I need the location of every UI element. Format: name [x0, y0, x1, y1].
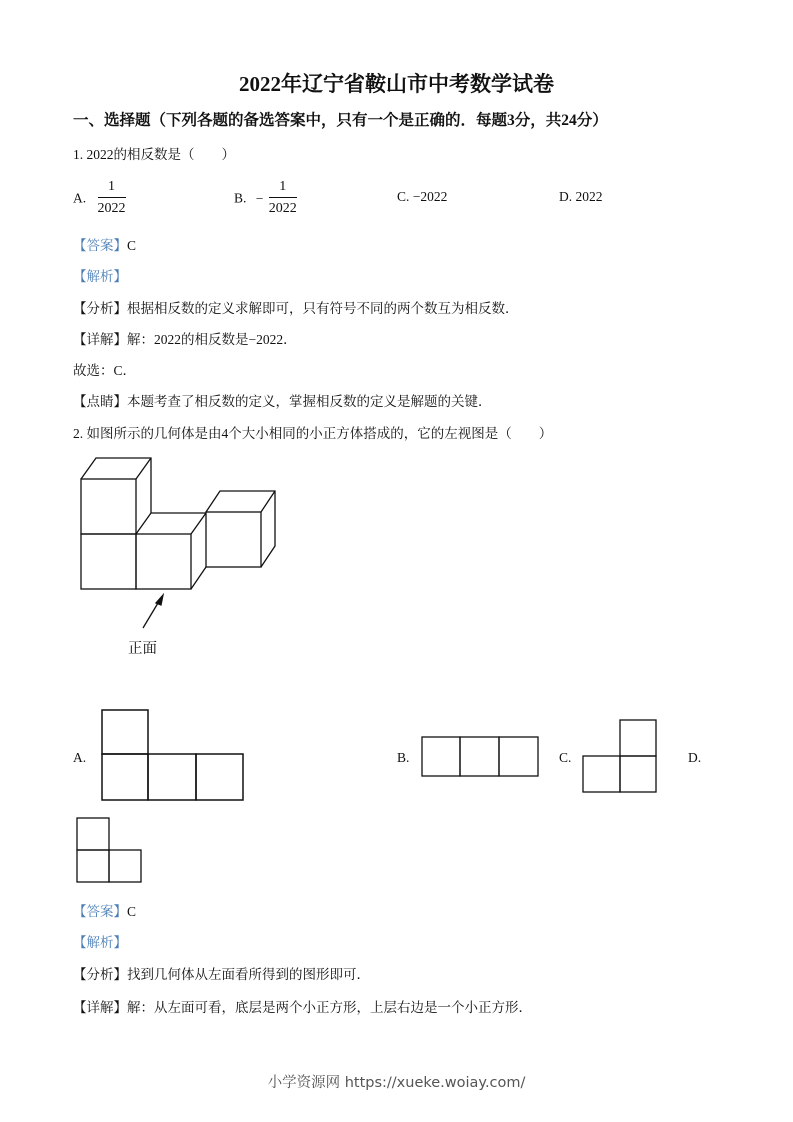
q2-option-b-label: B.	[397, 750, 410, 765]
question-1-stem: 1. 2022的相反数是（ ）	[73, 147, 235, 162]
option-label: B.	[234, 190, 247, 206]
option-value: 2022	[575, 189, 603, 204]
front-view-label: 正面	[128, 641, 157, 657]
denominator: 2022	[97, 201, 126, 216]
q2-option-a-label: A.	[73, 750, 87, 765]
numerator: 1	[269, 178, 297, 198]
answer-tag: 【答案】	[73, 904, 127, 919]
fenxi-text: 根据相反数的定义求解即可，只有符号不同的两个数互为相反数．	[127, 301, 519, 316]
answer-value: C	[127, 904, 137, 919]
q1-choice: 故选：C．	[73, 363, 137, 378]
q2-fenxi	[73, 963, 370, 983]
numerator: 1	[98, 178, 126, 198]
dianjing-text: 本题考查了相反数的定义，掌握相反数的定义是解题的关键．	[127, 394, 492, 409]
answer-tag: 【答案】	[73, 238, 127, 253]
xiangjie-text: 解：从左面可看，底层是两个小正方形，上层右边是一个小正方形．	[127, 1000, 532, 1015]
xiangjie-tag: 【详解】	[73, 332, 127, 347]
dianjing-tag: 【点睛】	[73, 394, 127, 409]
option-value: −2022	[412, 189, 448, 204]
q2-option-d-label: D.	[688, 750, 702, 765]
q1-analysis-tag: 【解析】	[73, 269, 127, 284]
q2-answer	[73, 900, 136, 920]
option-label: A.	[73, 190, 87, 206]
minus-sign: −	[255, 190, 264, 206]
footer-watermark: 小学资源网 https://xueke.woiay.com/	[267, 1075, 526, 1091]
option-label: C.	[397, 189, 410, 204]
q2-analysis-tag: 【解析】	[73, 935, 127, 950]
page-title: 2022年辽宁省鞍山市中考数学试卷	[239, 72, 554, 96]
fenxi-tag: 【分析】	[73, 301, 127, 316]
fenxi-tag: 【分析】	[73, 967, 127, 982]
question-2-stem: 2. 如图所示的几何体是由4个大小相同的小正方体搭成的，它的左视图是（ ）	[73, 426, 553, 441]
xiangjie-text: 解：2022的相反数是−2022．	[127, 332, 297, 347]
answer-value: C	[127, 238, 137, 253]
xiangjie-tag: 【详解】	[73, 1000, 127, 1015]
q2-option-c-label: C.	[559, 750, 572, 765]
q2-xiangjie	[73, 996, 532, 1016]
section-heading: 一、选择题（下列各题的备选答案中，只有一个是正确的．每题3分，共24分）	[73, 112, 608, 129]
fenxi-text: 找到几何体从左面看所得到的图形即可．	[127, 967, 370, 982]
denominator: 2022	[268, 201, 297, 216]
option-label: D.	[559, 189, 573, 204]
